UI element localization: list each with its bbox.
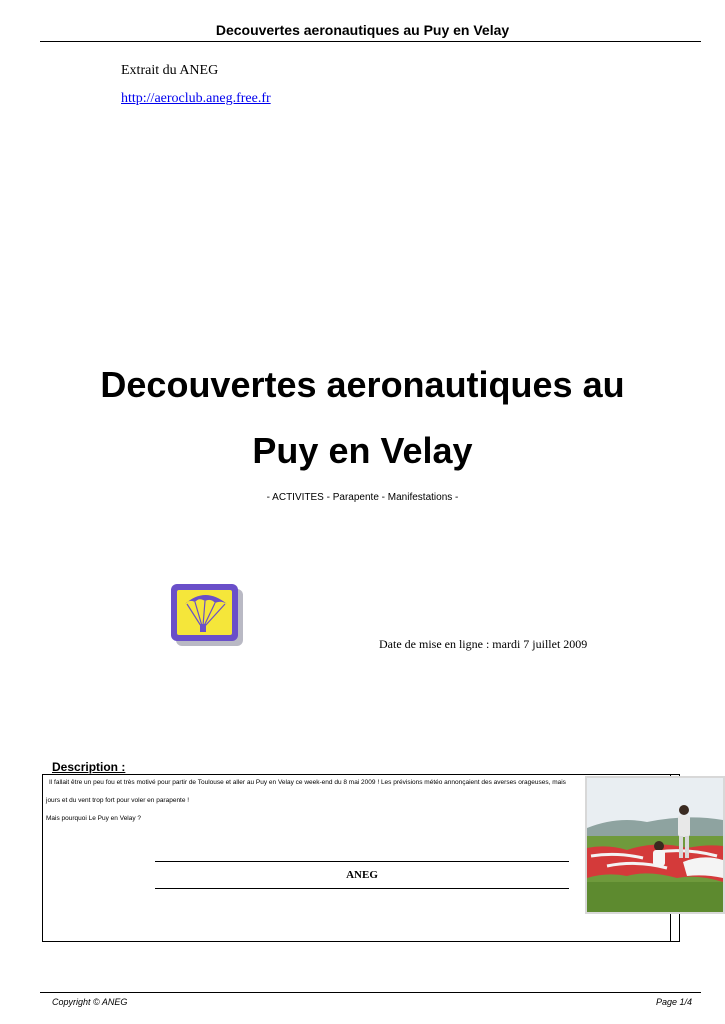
- paraglider-logo-icon: [171, 584, 243, 646]
- publication-date: Date de mise en ligne : mardi 7 juillet 2009: [379, 637, 588, 651]
- footer-page-number: Page 1/4: [655, 997, 692, 1007]
- signature-rule-top: [155, 861, 569, 862]
- article-title: [40, 352, 685, 484]
- article-title-line-2: Puy en Velay: [252, 430, 473, 471]
- running-header-title: Decouvertes aeronautiques au Puy en Velay: [215, 22, 510, 38]
- category-breadcrumb: - ACTIVITES - Parapente - Manifestations -: [266, 492, 459, 503]
- signature: ANEG: [346, 869, 378, 881]
- footer-copyright: Copyright © ANEG: [52, 997, 128, 1007]
- description-heading: Description :: [52, 760, 126, 774]
- description-paragraph-3: Mais pourquoi Le Puy en Velay ?: [46, 815, 142, 822]
- source-label: Extrait du ANEG: [121, 63, 219, 78]
- description-paragraph-1: Il fallait être un peu fou et très motivé pour partir de Toulouse et aller au Puy en Velay ce week-end du 8 mai 2009 ! Les prévisions météo annonçaient des averses orageuses, mais: [49, 779, 566, 786]
- source-link[interactable]: http://aeroclub.aneg.free.fr: [121, 91, 271, 106]
- footer-divider: [40, 992, 701, 993]
- paragliding-field-photo: [585, 776, 725, 914]
- description-paragraph-2: jours et du vent trop fort pour voler en parapente !: [46, 797, 190, 804]
- signature-rule-bottom: [155, 888, 569, 889]
- header-divider: [40, 41, 701, 42]
- article-title-line-1: Decouvertes aeronautiques au: [100, 364, 625, 405]
